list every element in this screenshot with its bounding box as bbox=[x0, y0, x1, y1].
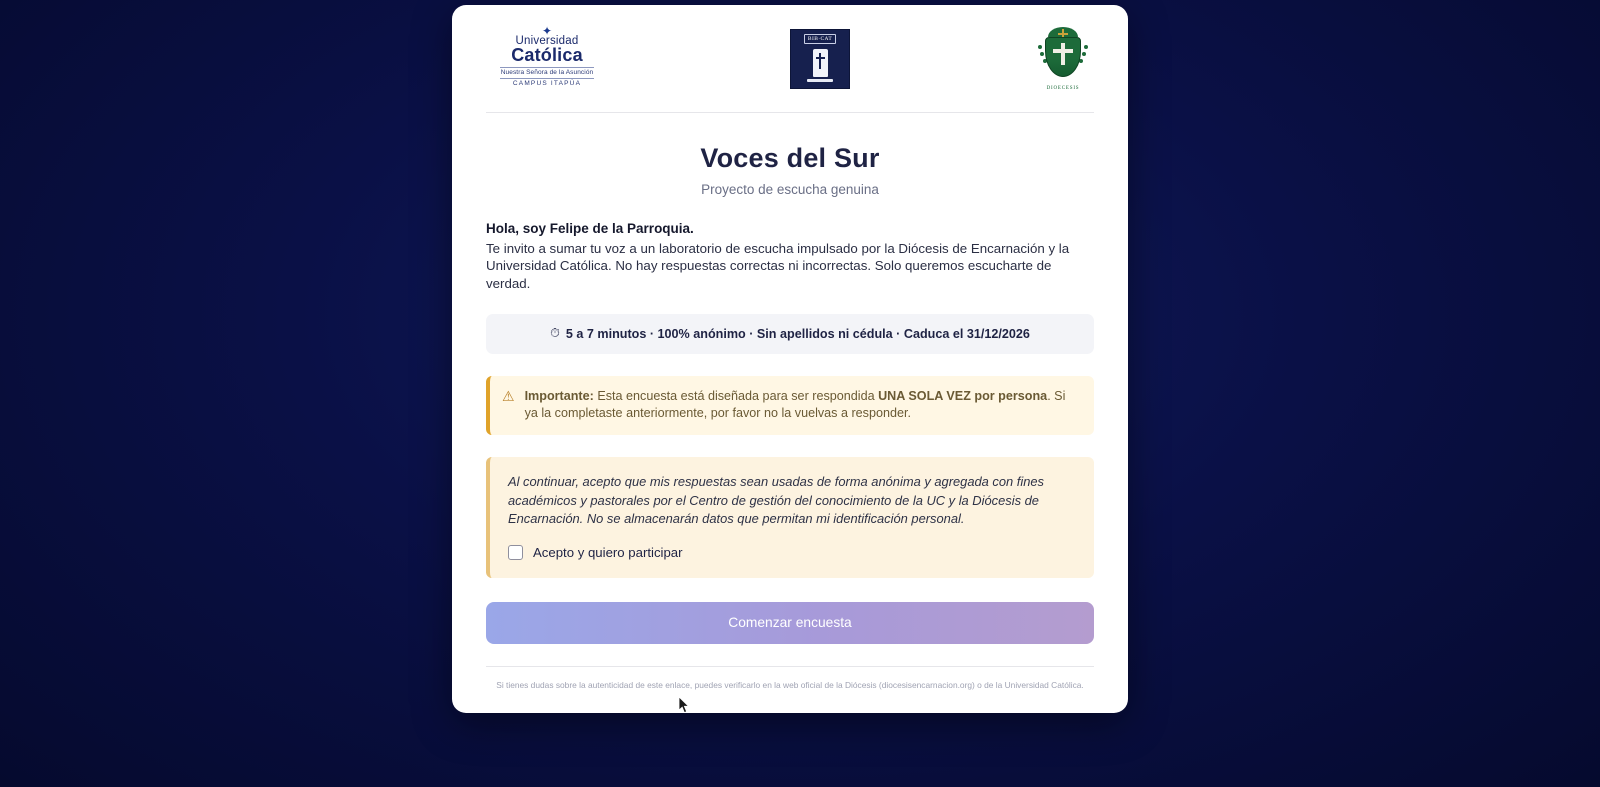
footer-divider bbox=[486, 666, 1094, 667]
consent-checkbox-label[interactable]: Acepto y quiero participar bbox=[533, 544, 683, 560]
crest-label: DIOECESIS bbox=[1046, 85, 1080, 91]
page-subtitle: Proyecto de escucha genuina bbox=[701, 182, 879, 197]
intro-section bbox=[486, 221, 1094, 292]
star-icon: ✦ bbox=[541, 23, 553, 38]
uc-logo-line2: Católica bbox=[511, 44, 583, 65]
logo-slot-left bbox=[488, 23, 606, 91]
consent-text: Al continuar, acepto que mis respuestas sean usadas de forma anónima y agregada con fines académicos y pastorales por el Centro de gestión del conocimiento de la UC y la Diócesis de Encarnación. No se almacenarán datos que permitan mi identificación personal. bbox=[508, 473, 1045, 527]
logo-slot-center bbox=[790, 29, 850, 89]
shield-icon bbox=[1045, 37, 1081, 77]
survey-meta-text: 5 a 7 minutos · 100% anónimo · Sin apellidos ni cédula · Caduca el 31/12/2026 bbox=[565, 326, 1030, 341]
universidad-catolica-logo bbox=[488, 23, 606, 91]
diocese-crest-logo bbox=[1034, 27, 1092, 91]
important-notice bbox=[486, 376, 1094, 435]
bib-cat-logo bbox=[790, 29, 850, 89]
warning-triangle-icon: ⚠ bbox=[502, 387, 515, 404]
uc-logo-line3: Nuestra Señora de la Asunción bbox=[500, 68, 594, 76]
bib-cat-base bbox=[807, 79, 833, 82]
important-notice-label: Importante: bbox=[524, 388, 594, 403]
bib-cat-label: BIB·CAT bbox=[804, 34, 836, 44]
intro-body: Te invito a sumar tu voz a un laboratorio de escucha impulsado por la Diócesis de Encarnación y la Universidad Católica. No hay respuestas correctas ni incorrectas. Solo queremos escucharte de verdad. bbox=[486, 241, 1070, 291]
intro-greeting: Hola, soy Felipe de la Parroquia. bbox=[486, 221, 694, 236]
institution-logos-row bbox=[486, 5, 1094, 113]
consent-checkbox-row[interactable] bbox=[508, 545, 1078, 560]
important-notice-part2: . Si ya la completaste anteriormente, por favor no la vuelvas a responder. bbox=[524, 388, 1066, 420]
important-notice-emphasis: UNA SOLA VEZ por persona bbox=[878, 388, 1048, 403]
uc-logo-rule-top bbox=[500, 67, 594, 68]
clock-icon: ⏱ bbox=[550, 326, 560, 341]
survey-intro-card bbox=[452, 5, 1128, 713]
consent-box bbox=[486, 457, 1094, 578]
important-notice-text bbox=[525, 388, 1080, 422]
consent-checkbox[interactable] bbox=[508, 545, 523, 560]
uc-logo-line1: Universidad bbox=[515, 34, 579, 47]
logo-slot-right bbox=[1034, 27, 1092, 91]
page-title: Voces del Sur bbox=[700, 143, 880, 173]
book-icon bbox=[813, 49, 828, 77]
start-survey-button[interactable]: Comenzar encuesta bbox=[486, 602, 1094, 644]
important-notice-part1: Esta encuesta está diseñada para ser respondida bbox=[593, 388, 879, 403]
survey-meta-strip bbox=[486, 314, 1094, 354]
uc-logo-line4: CAMPUS ITAPÚA bbox=[512, 80, 582, 88]
footer-note: Si tienes dudas sobre la autenticidad de este enlace, puedes verificarlo en la web oficial de la Diócesis (diocesisencarnacion.org) o de la Universidad Católica. bbox=[496, 679, 1084, 690]
